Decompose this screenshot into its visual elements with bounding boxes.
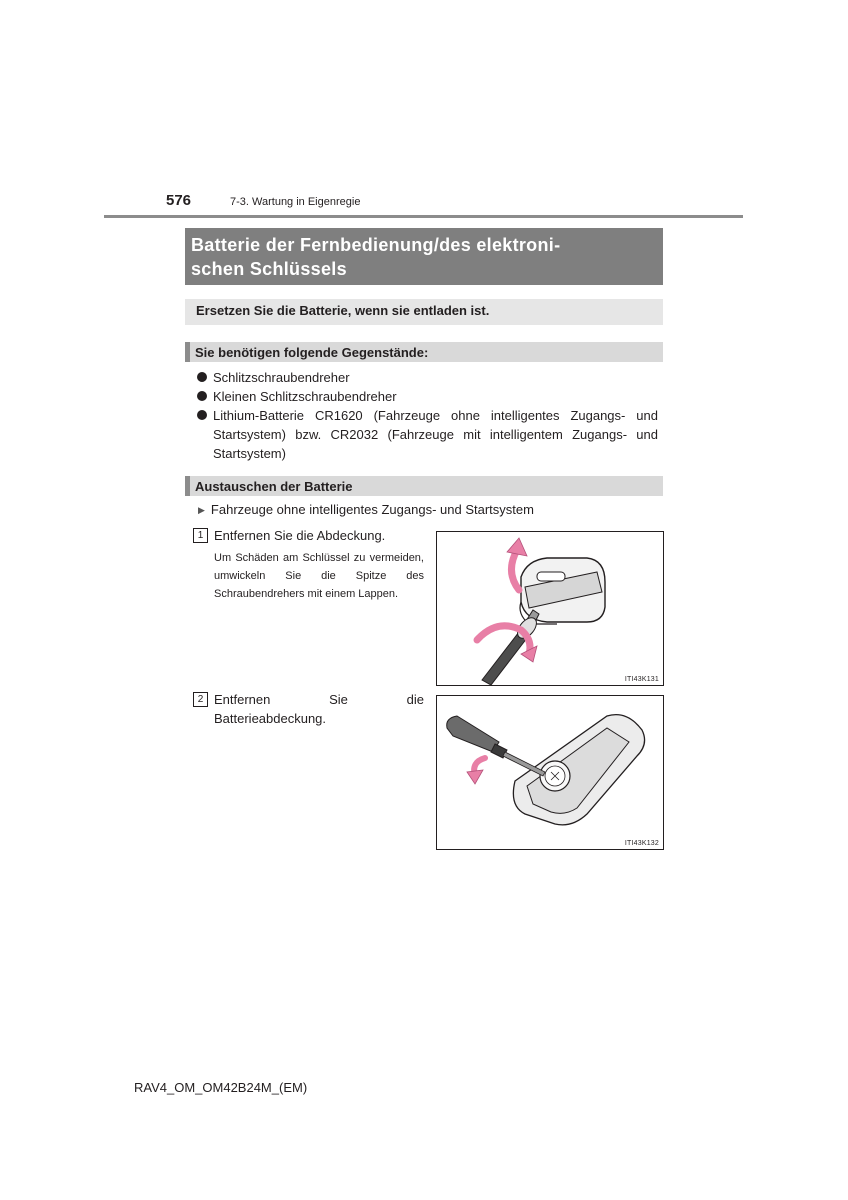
- bullet-icon: [197, 372, 207, 382]
- footer-code: RAV4_OM_OM42B24M_(EM): [134, 1080, 308, 1095]
- figure-remove-cover: [436, 531, 664, 686]
- title-line-1: Batterie der Fernbedienung/des elektroni-: [191, 235, 561, 255]
- list-item: [196, 368, 658, 387]
- battery-cover-illustration: [437, 696, 663, 849]
- condition-text: Fahrzeuge ohne intelligentes Zugangs- und Startsystem: [210, 502, 534, 517]
- figure-code: ITI43K131: [624, 676, 659, 683]
- items-list: [196, 368, 658, 463]
- list-item: [196, 387, 658, 406]
- key-cover-illustration: [437, 532, 663, 685]
- triangle-right-icon: ▶: [198, 505, 205, 515]
- page-number: 576: [166, 192, 192, 209]
- step-1-note: Um Schäden am Schlüssel zu vermeiden, umwickeln Sie die Spitze des Schraubendrehers mit einem Lappen.: [214, 552, 424, 600]
- condition-line: [198, 502, 534, 517]
- figure-code: ITI43K132: [624, 840, 659, 847]
- bullet-icon: [197, 410, 207, 420]
- list-item-text: Kleinen Schlitzschraubendreher: [213, 389, 397, 404]
- step-2-number: 2: [193, 692, 208, 707]
- step-1-number: 1: [193, 528, 208, 543]
- step-2-text: Entfernen Sie die Batterieabdeckung.: [214, 692, 424, 726]
- section-reference: 7-3. Wartung in Eigenregie: [230, 196, 361, 208]
- list-item-text: Lithium-Batterie CR1620 (Fahrzeuge ohne intelligentes Zugangs- und Startsystem) bzw. CR2032 (Fahrzeuge mit intelligentem Zugangs- und Startsystem): [213, 408, 658, 461]
- items-heading: Sie benötigen folgende Gegenstände:: [185, 342, 663, 362]
- list-item-text: Schlitzschraubendreher: [213, 370, 350, 385]
- list-item: [196, 406, 658, 463]
- bullet-icon: [197, 391, 207, 401]
- replace-heading: Austauschen der Batterie: [185, 476, 663, 496]
- page-title: [185, 228, 663, 285]
- step-1-text: Entfernen Sie die Abdeckung.: [214, 528, 386, 543]
- title-line-2: schen Schlüssels: [191, 259, 347, 279]
- header-rule: [104, 215, 743, 218]
- intro-text: Ersetzen Sie die Batterie, wenn sie entladen ist.: [185, 299, 663, 325]
- figure-remove-battery-cover: [436, 695, 664, 850]
